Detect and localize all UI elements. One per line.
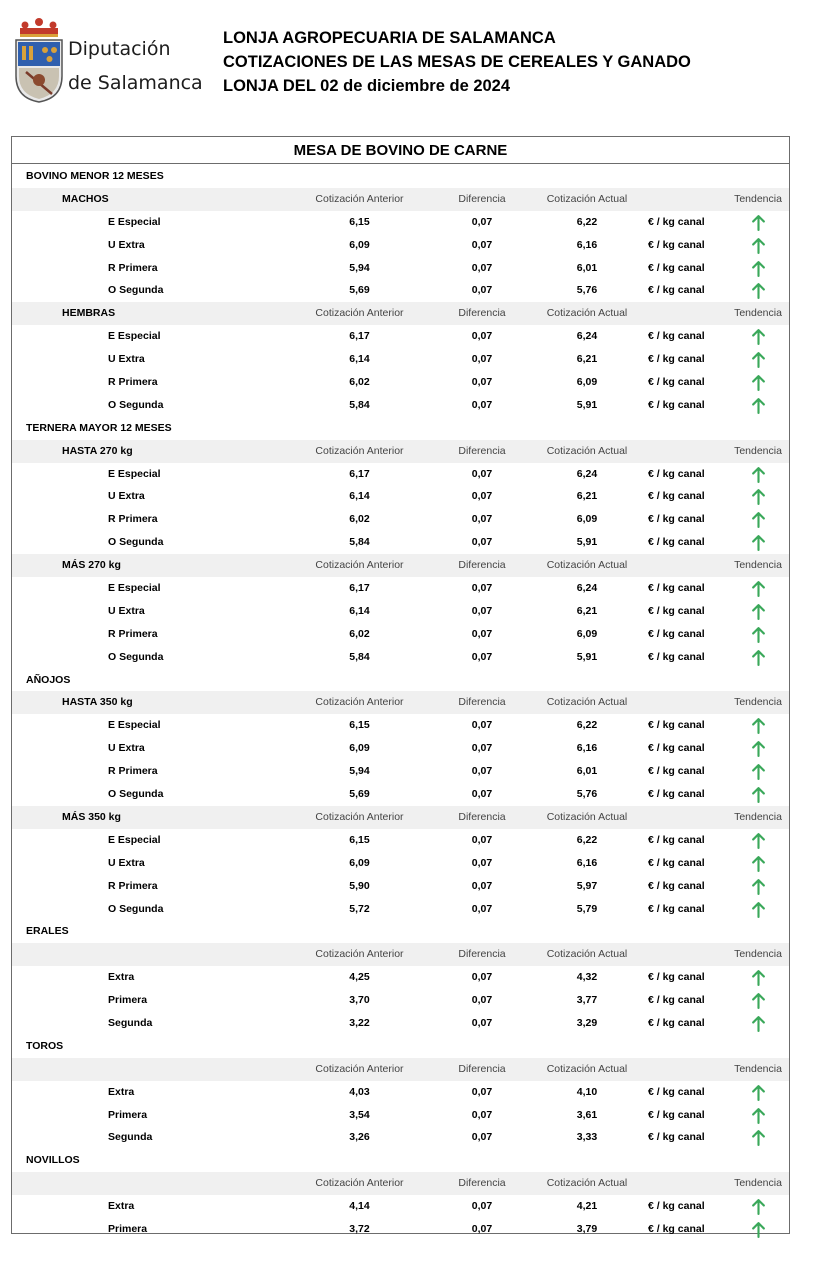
- trend-up-icon: [750, 282, 767, 299]
- unit-label: € / kg canal: [648, 582, 705, 595]
- grade-label: U Extra: [108, 742, 145, 755]
- col-header-actual: Cotización Actual: [546, 1062, 628, 1075]
- actual-value: 3,29: [576, 1016, 598, 1029]
- table-row: [12, 600, 789, 623]
- diferencia-value: 0,07: [471, 788, 493, 801]
- actual-value: 6,09: [576, 627, 598, 640]
- grade-label: Primera: [108, 1222, 148, 1235]
- diferencia-value: 0,07: [471, 261, 493, 274]
- grade-label: U Extra: [108, 604, 145, 617]
- col-header-tendencia: Tendencia: [734, 696, 782, 709]
- category-row: [12, 1035, 789, 1058]
- logo-text-line-2: de Salamanca: [68, 72, 203, 94]
- table-row: [12, 371, 789, 394]
- col-header-diferencia: Diferencia: [458, 810, 506, 823]
- grade-label: E Especial: [108, 833, 161, 846]
- trend-up-icon: [750, 397, 767, 414]
- trend-up-icon: [750, 763, 767, 780]
- col-header-anterior: Cotización Anterior: [315, 810, 404, 823]
- unit-label: € / kg canal: [648, 879, 705, 892]
- table-row: [12, 783, 789, 806]
- diferencia-value: 0,07: [471, 994, 493, 1007]
- actual-value: 6,09: [576, 513, 598, 526]
- actual-value: 6,16: [576, 742, 598, 755]
- trend-up-icon: [750, 649, 767, 666]
- unit-label: € / kg canal: [648, 1131, 705, 1144]
- anterior-value: 5,84: [349, 650, 370, 663]
- anterior-value: 5,84: [349, 536, 370, 549]
- anterior-value: 3,70: [349, 994, 370, 1007]
- table-row: [12, 257, 789, 280]
- diferencia-value: 0,07: [471, 765, 493, 778]
- col-header-diferencia: Diferencia: [458, 948, 506, 961]
- diferencia-value: 0,07: [471, 1222, 493, 1235]
- diferencia-value: 0,07: [471, 398, 493, 411]
- anterior-value: 3,22: [349, 1016, 370, 1029]
- anterior-value: 6,15: [349, 215, 370, 228]
- col-header-tendencia: Tendencia: [734, 1177, 782, 1190]
- unit-label: € / kg canal: [648, 742, 705, 755]
- diferencia-value: 0,07: [471, 582, 493, 595]
- unit-label: € / kg canal: [648, 261, 705, 274]
- actual-value: 6,24: [576, 582, 598, 595]
- unit-label: € / kg canal: [648, 536, 705, 549]
- table-title: MESA DE BOVINO DE CARNE: [12, 137, 789, 164]
- col-header-diferencia: Diferencia: [458, 307, 506, 320]
- actual-value: 4,21: [576, 1200, 598, 1213]
- anterior-value: 6,02: [349, 627, 370, 640]
- grade-label: Segunda: [108, 1016, 153, 1029]
- diferencia-value: 0,07: [471, 238, 493, 251]
- trend-up-icon: [750, 1129, 767, 1146]
- col-header-anterior: Cotización Anterior: [315, 1062, 404, 1075]
- col-header-anterior: Cotización Anterior: [315, 1177, 404, 1190]
- anterior-value: 5,90: [349, 879, 370, 892]
- group-label: HASTA 350 kg: [62, 696, 133, 709]
- actual-value: 6,22: [576, 215, 598, 228]
- col-header-anterior: Cotización Anterior: [315, 559, 404, 572]
- table-row: [12, 485, 789, 508]
- unit-label: € / kg canal: [648, 833, 705, 846]
- actual-value: 6,01: [576, 261, 598, 274]
- unit-label: € / kg canal: [648, 1016, 705, 1029]
- column-header-row: [12, 1172, 789, 1195]
- price-table: [11, 136, 790, 1234]
- trend-up-icon: [750, 466, 767, 483]
- category-label: TERNERA MAYOR 12 MESES: [26, 421, 172, 434]
- unit-label: € / kg canal: [648, 330, 705, 343]
- table-row: [12, 211, 789, 234]
- anterior-value: 6,02: [349, 376, 370, 389]
- group-label: MACHOS: [62, 192, 109, 205]
- table-row: [12, 279, 789, 302]
- table-row: [12, 646, 789, 669]
- col-header-diferencia: Diferencia: [458, 192, 506, 205]
- unit-label: € / kg canal: [648, 1108, 705, 1121]
- anterior-value: 4,03: [349, 1085, 370, 1098]
- diferencia-value: 0,07: [471, 513, 493, 526]
- trend-up-icon: [750, 580, 767, 597]
- trend-up-icon: [750, 717, 767, 734]
- diferencia-value: 0,07: [471, 1085, 493, 1098]
- grade-label: O Segunda: [108, 398, 164, 411]
- table-row: [12, 1195, 789, 1218]
- actual-value: 4,32: [576, 971, 598, 984]
- trend-up-icon: [750, 511, 767, 528]
- actual-value: 6,16: [576, 238, 598, 251]
- unit-label: € / kg canal: [648, 604, 705, 617]
- col-header-actual: Cotización Actual: [546, 1177, 628, 1190]
- col-header-actual: Cotización Actual: [546, 696, 628, 709]
- diferencia-value: 0,07: [471, 284, 493, 297]
- col-header-actual: Cotización Actual: [546, 559, 628, 572]
- category-row: [12, 669, 789, 692]
- actual-value: 3,61: [576, 1108, 598, 1121]
- category-label: ERALES: [26, 925, 69, 938]
- table-row: [12, 875, 789, 898]
- table-row: [12, 1218, 789, 1241]
- trend-up-icon: [750, 969, 767, 986]
- grade-label: R Primera: [108, 513, 158, 526]
- unit-label: € / kg canal: [648, 1222, 705, 1235]
- grade-label: E Especial: [108, 582, 161, 595]
- trend-up-icon: [750, 534, 767, 551]
- column-header-row: [12, 1058, 789, 1081]
- col-header-diferencia: Diferencia: [458, 1062, 506, 1075]
- col-header-diferencia: Diferencia: [458, 444, 506, 457]
- anterior-value: 4,25: [349, 971, 370, 984]
- trend-up-icon: [750, 1084, 767, 1101]
- diputacion-logo: [12, 14, 203, 106]
- diferencia-value: 0,07: [471, 330, 493, 343]
- group-label: HASTA 270 kg: [62, 444, 133, 457]
- table-row: [12, 898, 789, 921]
- table-row: [12, 737, 789, 760]
- anterior-value: 5,69: [349, 284, 370, 297]
- actual-value: 5,76: [576, 284, 598, 297]
- col-header-tendencia: Tendencia: [734, 810, 782, 823]
- actual-value: 6,24: [576, 330, 598, 343]
- actual-value: 6,21: [576, 604, 598, 617]
- anterior-value: 6,17: [349, 330, 370, 343]
- table-row: [12, 1126, 789, 1149]
- col-header-tendencia: Tendencia: [734, 192, 782, 205]
- anterior-value: 5,69: [349, 788, 370, 801]
- col-header-diferencia: Diferencia: [458, 1177, 506, 1190]
- grade-label: Segunda: [108, 1131, 153, 1144]
- actual-value: 5,91: [576, 650, 598, 663]
- unit-label: € / kg canal: [648, 490, 705, 503]
- category-row: [12, 920, 789, 943]
- diferencia-value: 0,07: [471, 650, 493, 663]
- col-header-actual: Cotización Actual: [546, 307, 628, 320]
- grade-label: E Especial: [108, 719, 161, 732]
- header-subtitle: COTIZACIONES DE LAS MESAS DE CEREALES Y GANADO: [223, 53, 691, 71]
- grade-label: O Segunda: [108, 902, 164, 915]
- diferencia-value: 0,07: [471, 490, 493, 503]
- trend-up-icon: [750, 992, 767, 1009]
- trend-up-icon: [750, 1107, 767, 1124]
- group-label: MÁS 350 kg: [62, 810, 121, 823]
- actual-value: 5,91: [576, 398, 598, 411]
- anterior-value: 6,15: [349, 833, 370, 846]
- column-header-row: [12, 302, 789, 325]
- trend-up-icon: [750, 1015, 767, 1032]
- actual-value: 5,91: [576, 536, 598, 549]
- grade-label: O Segunda: [108, 650, 164, 663]
- table-row: [12, 234, 789, 257]
- table-row: [12, 325, 789, 348]
- diferencia-value: 0,07: [471, 1108, 493, 1121]
- anterior-value: 6,14: [349, 604, 370, 617]
- trend-up-icon: [750, 901, 767, 918]
- actual-value: 5,97: [576, 879, 598, 892]
- diferencia-value: 0,07: [471, 376, 493, 389]
- category-row: [12, 417, 789, 440]
- group-label: HEMBRAS: [62, 307, 116, 320]
- table-row: [12, 989, 789, 1012]
- col-header-anterior: Cotización Anterior: [315, 307, 404, 320]
- unit-label: € / kg canal: [648, 627, 705, 640]
- group-label: MÁS 270 kg: [62, 559, 121, 572]
- actual-value: 3,77: [576, 994, 598, 1007]
- grade-label: E Especial: [108, 467, 161, 480]
- anterior-value: 6,09: [349, 742, 370, 755]
- col-header-actual: Cotización Actual: [546, 948, 628, 961]
- grade-label: Extra: [108, 971, 135, 984]
- unit-label: € / kg canal: [648, 650, 705, 663]
- actual-value: 5,79: [576, 902, 598, 915]
- col-header-diferencia: Diferencia: [458, 696, 506, 709]
- anterior-value: 3,26: [349, 1131, 370, 1144]
- table-row: [12, 1104, 789, 1127]
- diferencia-value: 0,07: [471, 971, 493, 984]
- diferencia-value: 0,07: [471, 1131, 493, 1144]
- anterior-value: 6,09: [349, 238, 370, 251]
- unit-label: € / kg canal: [648, 238, 705, 251]
- unit-label: € / kg canal: [648, 284, 705, 297]
- unit-label: € / kg canal: [648, 788, 705, 801]
- unit-label: € / kg canal: [648, 1200, 705, 1213]
- unit-label: € / kg canal: [648, 467, 705, 480]
- anterior-value: 6,17: [349, 582, 370, 595]
- diferencia-value: 0,07: [471, 353, 493, 366]
- anterior-value: 4,14: [349, 1200, 370, 1213]
- table-body: [12, 165, 789, 1241]
- diferencia-value: 0,07: [471, 879, 493, 892]
- trend-up-icon: [750, 1198, 767, 1215]
- diferencia-value: 0,07: [471, 902, 493, 915]
- category-label: NOVILLOS: [26, 1154, 80, 1167]
- diferencia-value: 0,07: [471, 833, 493, 846]
- diferencia-value: 0,07: [471, 742, 493, 755]
- table-row: [12, 463, 789, 486]
- grade-label: U Extra: [108, 238, 145, 251]
- table-row: [12, 623, 789, 646]
- trend-up-icon: [750, 740, 767, 757]
- unit-label: € / kg canal: [648, 513, 705, 526]
- header-date: LONJA DEL 02 de diciembre de 2024: [223, 77, 511, 95]
- anterior-value: 5,84: [349, 398, 370, 411]
- col-header-diferencia: Diferencia: [458, 559, 506, 572]
- table-row: [12, 852, 789, 875]
- trend-up-icon: [750, 832, 767, 849]
- actual-value: 6,16: [576, 856, 598, 869]
- grade-label: E Especial: [108, 330, 161, 343]
- anterior-value: 6,02: [349, 513, 370, 526]
- grade-label: Primera: [108, 1108, 148, 1121]
- anterior-value: 6,14: [349, 490, 370, 503]
- trend-up-icon: [750, 878, 767, 895]
- trend-up-icon: [750, 603, 767, 620]
- header-title: LONJA AGROPECUARIA DE SALAMANCA: [223, 29, 556, 47]
- unit-label: € / kg canal: [648, 971, 705, 984]
- diferencia-value: 0,07: [471, 604, 493, 617]
- grade-label: E Especial: [108, 215, 161, 228]
- actual-value: 3,79: [576, 1222, 598, 1235]
- trend-up-icon: [750, 214, 767, 231]
- grade-label: O Segunda: [108, 284, 164, 297]
- table-row: [12, 1012, 789, 1035]
- unit-label: € / kg canal: [648, 398, 705, 411]
- table-row: [12, 1081, 789, 1104]
- trend-up-icon: [750, 374, 767, 391]
- table-row: [12, 577, 789, 600]
- actual-value: 6,01: [576, 765, 598, 778]
- diferencia-value: 0,07: [471, 719, 493, 732]
- table-row: [12, 348, 789, 371]
- actual-value: 6,21: [576, 353, 598, 366]
- grade-label: U Extra: [108, 856, 145, 869]
- anterior-value: 6,17: [349, 467, 370, 480]
- anterior-value: 3,54: [349, 1108, 370, 1121]
- anterior-value: 3,72: [349, 1222, 370, 1235]
- diferencia-value: 0,07: [471, 1016, 493, 1029]
- anterior-value: 6,09: [349, 856, 370, 869]
- col-header-anterior: Cotización Anterior: [315, 444, 404, 457]
- grade-label: O Segunda: [108, 788, 164, 801]
- category-row: [12, 1149, 789, 1172]
- unit-label: € / kg canal: [648, 856, 705, 869]
- actual-value: 6,24: [576, 467, 598, 480]
- unit-label: € / kg canal: [648, 994, 705, 1007]
- category-label: TOROS: [26, 1039, 64, 1052]
- table-row: [12, 394, 789, 417]
- trend-up-icon: [750, 351, 767, 368]
- col-header-anterior: Cotización Anterior: [315, 948, 404, 961]
- diferencia-value: 0,07: [471, 627, 493, 640]
- trend-up-icon: [750, 626, 767, 643]
- actual-value: 6,21: [576, 490, 598, 503]
- table-row: [12, 829, 789, 852]
- table-row: [12, 760, 789, 783]
- unit-label: € / kg canal: [648, 765, 705, 778]
- trend-up-icon: [750, 488, 767, 505]
- table-row: [12, 714, 789, 737]
- trend-up-icon: [750, 786, 767, 803]
- col-header-actual: Cotización Actual: [546, 444, 628, 457]
- column-header-row: [12, 943, 789, 966]
- grade-label: Primera: [108, 994, 148, 1007]
- col-header-tendencia: Tendencia: [734, 559, 782, 572]
- column-header-row: [12, 188, 789, 211]
- anterior-value: 5,94: [349, 261, 370, 274]
- trend-up-icon: [750, 328, 767, 345]
- unit-label: € / kg canal: [648, 902, 705, 915]
- grade-label: U Extra: [108, 353, 145, 366]
- table-row: [12, 531, 789, 554]
- grade-label: R Primera: [108, 765, 158, 778]
- col-header-tendencia: Tendencia: [734, 444, 782, 457]
- diferencia-value: 0,07: [471, 1200, 493, 1213]
- actual-value: 6,22: [576, 719, 598, 732]
- col-header-anterior: Cotización Anterior: [315, 192, 404, 205]
- anterior-value: 5,94: [349, 765, 370, 778]
- column-header-row: [12, 440, 789, 463]
- anterior-value: 6,15: [349, 719, 370, 732]
- actual-value: 6,09: [576, 376, 598, 389]
- category-label: AÑOJOS: [26, 673, 71, 686]
- col-header-actual: Cotización Actual: [546, 810, 628, 823]
- actual-value: 4,10: [576, 1085, 598, 1098]
- diferencia-value: 0,07: [471, 215, 493, 228]
- col-header-tendencia: Tendencia: [734, 307, 782, 320]
- grade-label: O Segunda: [108, 536, 164, 549]
- anterior-value: 6,14: [349, 353, 370, 366]
- unit-label: € / kg canal: [648, 376, 705, 389]
- grade-label: U Extra: [108, 490, 145, 503]
- logo-text-line-1: Diputación: [68, 38, 171, 60]
- column-header-row: [12, 691, 789, 714]
- col-header-actual: Cotización Actual: [546, 192, 628, 205]
- unit-label: € / kg canal: [648, 353, 705, 366]
- grade-label: Extra: [108, 1200, 135, 1213]
- trend-up-icon: [750, 237, 767, 254]
- category-label: BOVINO MENOR 12 MESES: [26, 170, 164, 182]
- col-header-tendencia: Tendencia: [734, 1062, 782, 1075]
- diferencia-value: 0,07: [471, 467, 493, 480]
- grade-label: R Primera: [108, 261, 158, 274]
- diferencia-value: 0,07: [471, 536, 493, 549]
- grade-label: R Primera: [108, 376, 158, 389]
- category-row: [12, 165, 789, 188]
- trend-up-icon: [750, 855, 767, 872]
- column-header-row: [12, 806, 789, 829]
- grade-label: R Primera: [108, 627, 158, 640]
- trend-up-icon: [750, 260, 767, 277]
- unit-label: € / kg canal: [648, 1085, 705, 1098]
- anterior-value: 5,72: [349, 902, 370, 915]
- table-row: [12, 966, 789, 989]
- actual-value: 6,22: [576, 833, 598, 846]
- coat-of-arms-icon: [12, 14, 66, 104]
- grade-label: R Primera: [108, 879, 158, 892]
- col-header-tendencia: Tendencia: [734, 948, 782, 961]
- grade-label: Extra: [108, 1085, 135, 1098]
- actual-value: 3,33: [576, 1131, 598, 1144]
- col-header-anterior: Cotización Anterior: [315, 696, 404, 709]
- actual-value: 5,76: [576, 788, 598, 801]
- unit-label: € / kg canal: [648, 719, 705, 732]
- column-header-row: [12, 554, 789, 577]
- unit-label: € / kg canal: [648, 215, 705, 228]
- table-row: [12, 508, 789, 531]
- trend-up-icon: [750, 1221, 767, 1238]
- diferencia-value: 0,07: [471, 856, 493, 869]
